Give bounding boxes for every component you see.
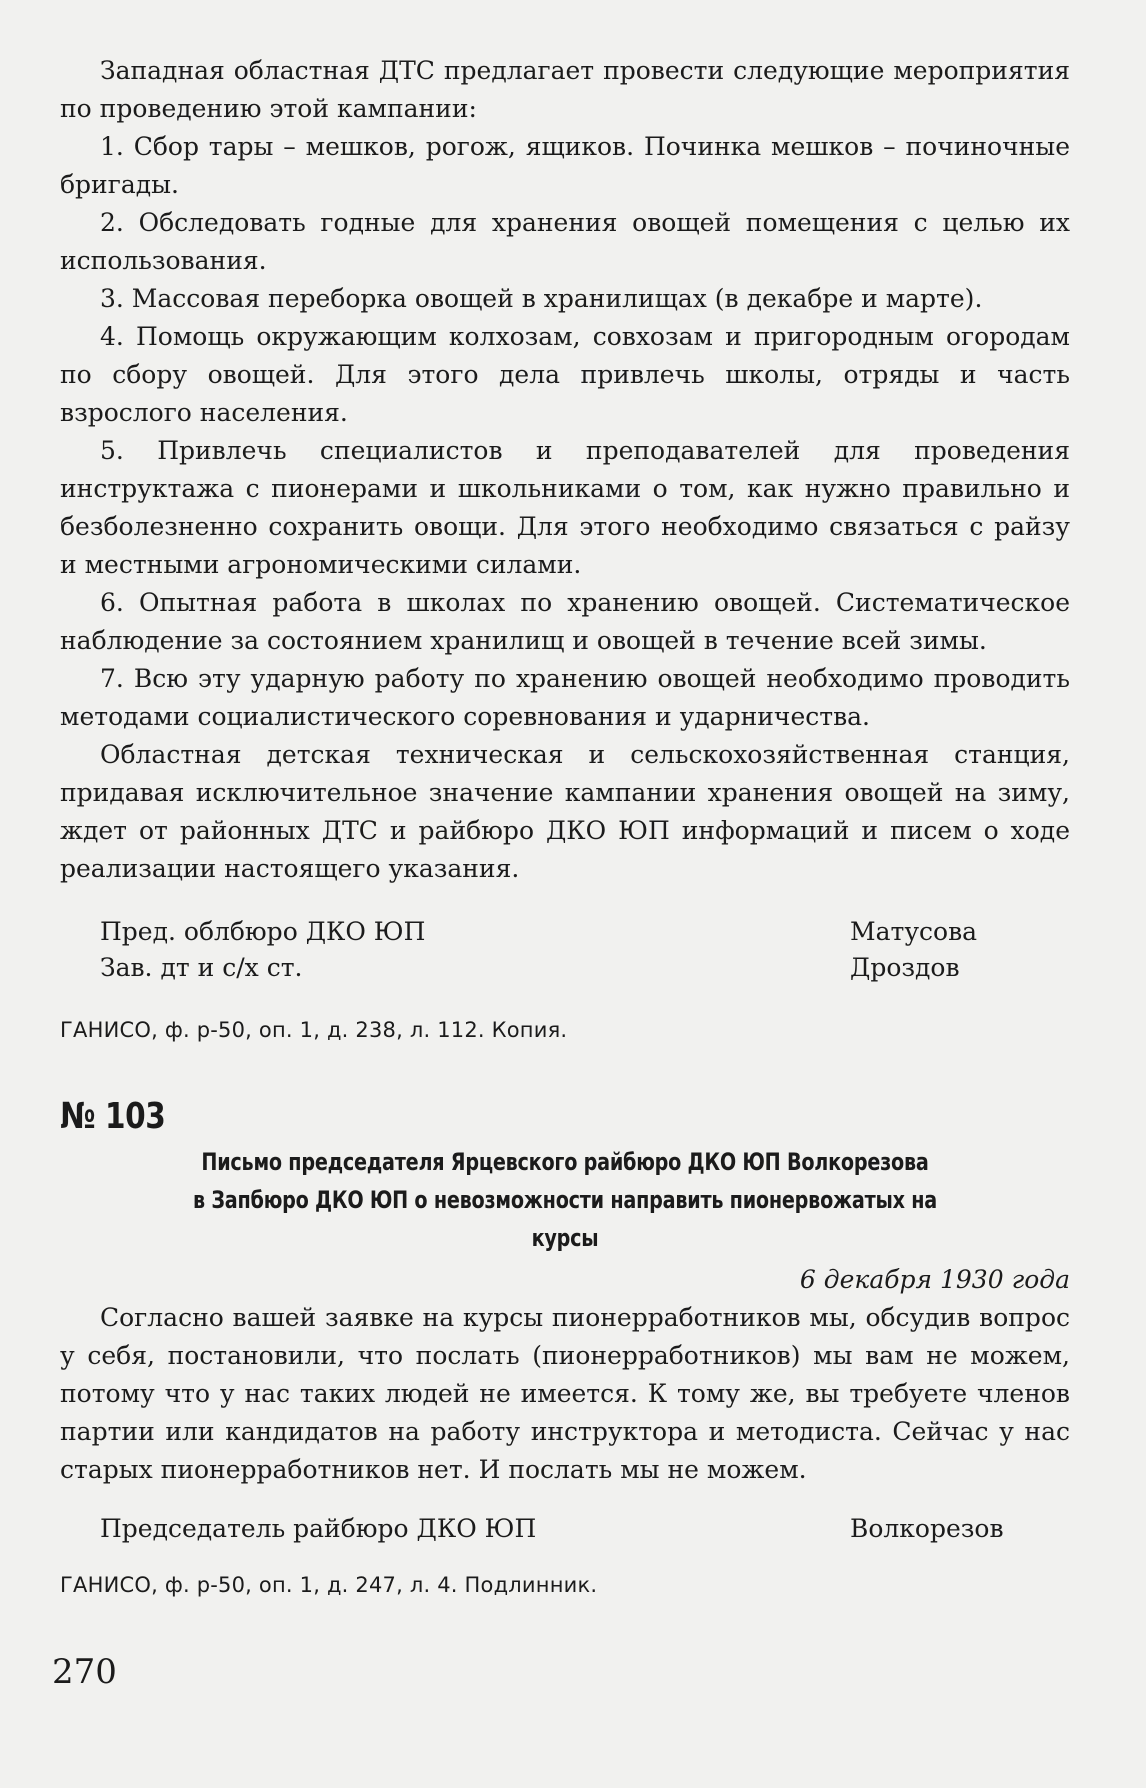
doc2-signatures xyxy=(60,1511,1070,1547)
doc1-item-2: 2. Обследовать годные для хранения овощей помещения с целью их использования. xyxy=(60,208,1070,275)
doc1-closing: Областная детская техническая и сельскохозяйственная станция, придавая исключительное значение кампании хранения овощей на зиму, ждет от районных ДТС и райбюро ДКО ЮП информаций и писем о ходе реализации настоящего указания. xyxy=(60,740,1070,883)
document-title-line-1: Письмо председателя Ярцевского райбюро ДКО ЮП Волкорезова xyxy=(201,1148,929,1176)
doc1-item-6: 6. Опытная работа в школах по хранению овощей. Систематическое наблюдение за состоянием хранилищ и овощей в течение всей зимы. xyxy=(60,588,1070,655)
doc2-archive-source: ГАНИСО, ф. р-50, оп. 1, д. 247, л. 4. Подлинник. xyxy=(60,1573,598,1597)
page-content xyxy=(60,52,1070,1599)
signature-row xyxy=(60,914,1070,950)
doc1-item-1: 1. Сбор тары – мешков, рогож, ящиков. Починка мешков – починочные бригады. xyxy=(60,132,1070,199)
document-title xyxy=(161,1143,969,1257)
doc1-archive-source: ГАНИСО, ф. р-50, оп. 1, д. 238, л. 112. Копия. xyxy=(60,1018,568,1042)
doc1-signatures xyxy=(60,914,1070,986)
signature-position: Пред. облбюро ДКО ЮП xyxy=(100,917,426,946)
doc1-item-4: 4. Помощь окружающим колхозам, совхозам и пригородным огородам по сбору овощей. Для этого дела привлечь школы, отряды и часть взрослого населения. xyxy=(60,322,1070,427)
signature-name: Волкорезов xyxy=(850,1514,1004,1543)
doc1-intro: Западная областная ДТС предлагает провести следующие мероприятия по проведению этой кампании: xyxy=(60,56,1070,123)
doc1-item-3: 3. Массовая переборка овощей в хранилищах (в декабре и марте). xyxy=(100,284,983,313)
signature-row xyxy=(60,1511,1070,1547)
signature-name: Дроздов xyxy=(850,953,960,982)
doc1-item-5: 5. Привлечь специалистов и преподавателей для проведения инструктажа с пионерами и школьниками о том, как нужно правильно и безболезненно сохранить овощи. Для этого необходимо связаться с райзу и местными агрономическими силами. xyxy=(60,436,1070,579)
signature-position: Зав. дт и с/х ст. xyxy=(100,953,303,982)
page-number: 270 xyxy=(52,1652,117,1692)
document-title-line-2: в Запбюро ДКО ЮП о невозможности направить пионервожатых на курсы xyxy=(193,1186,937,1252)
document-number: № 103 xyxy=(60,1096,166,1137)
doc1-item-7: 7. Всю эту ударную работу по хранению овощей необходимо проводить методами социалистического соревнования и ударничества. xyxy=(60,664,1070,731)
document-date: 6 декабря 1930 года xyxy=(799,1265,1070,1294)
signature-position: Председатель райбюро ДКО ЮП xyxy=(100,1514,537,1543)
doc2-body: Согласно вашей заявке на курсы пионерработников мы, обсудив вопрос у себя, постановили, что послать (пионерработников) мы вам не можем, потому что у нас таких людей не имеется. К тому же, вы требуете членов партии или кандидатов на работу инструктора и методиста. Сейчас у нас старых пионерработников нет. И послать мы не можем. xyxy=(60,1303,1070,1484)
signature-name: Матусова xyxy=(850,917,978,946)
signature-row xyxy=(60,950,1070,986)
